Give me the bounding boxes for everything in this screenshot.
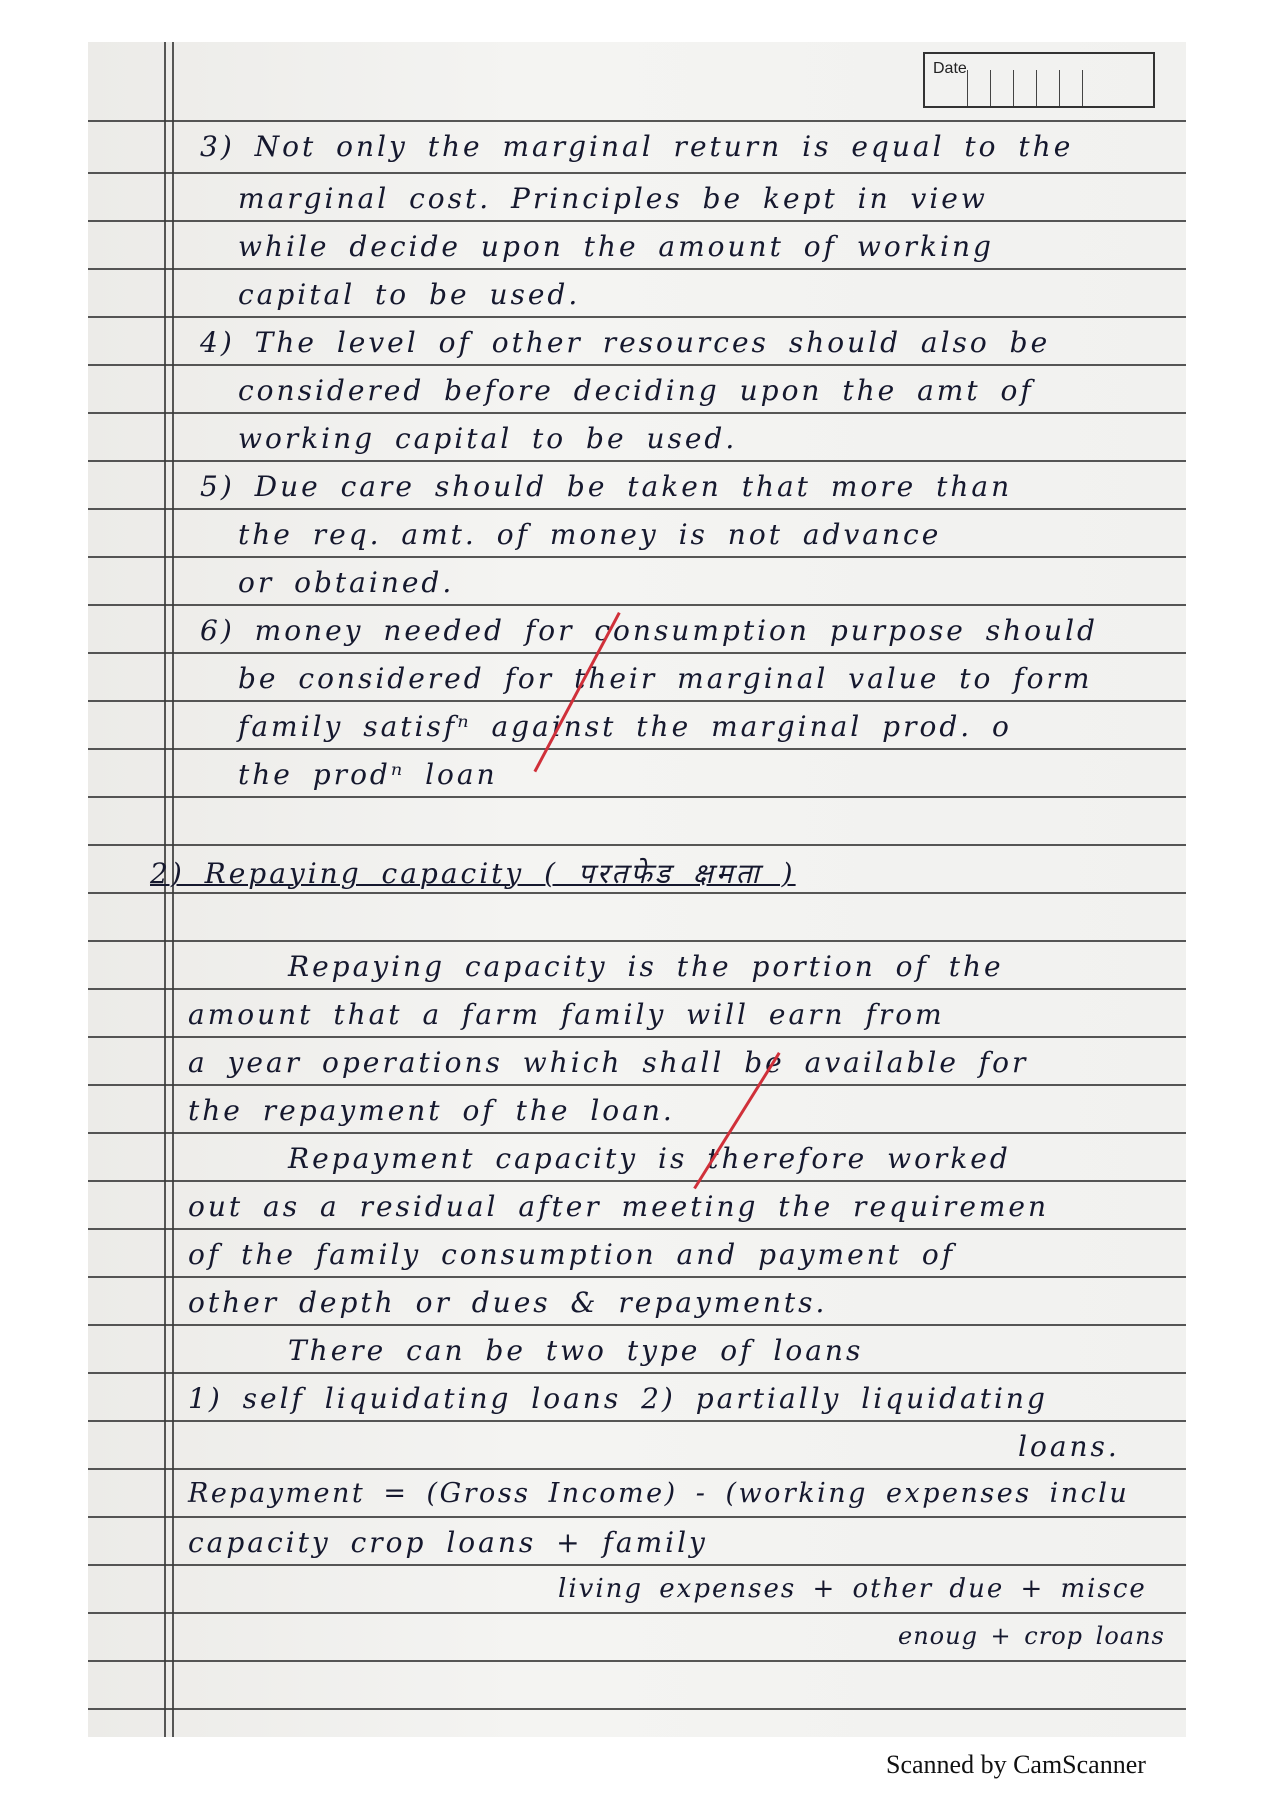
ruled-line — [88, 120, 1186, 122]
date-label: Date — [933, 60, 967, 77]
formula-line: enoug + crop loans — [898, 1622, 1165, 1650]
formula-line: capacity crop loans + family — [188, 1526, 708, 1559]
note-line: 1) self liquidating loans 2) partially liquidating — [188, 1382, 1048, 1415]
note-line: There can be two type of loans — [288, 1334, 864, 1367]
note-line: marginal cost. Principles be kept in view — [238, 182, 988, 215]
note-line: other depth or dues & repayments. — [188, 1286, 828, 1319]
notebook-page — [88, 42, 1186, 1737]
note-line: 4) The level of other resources should also be — [200, 326, 1051, 359]
note-line: amount that a farm family will earn from — [188, 998, 945, 1031]
note-line: while decide upon the amount of working — [238, 230, 994, 263]
formula-line: living expenses + other due + misce — [558, 1574, 1147, 1604]
note-line: capital to be used. — [238, 278, 581, 311]
scanner-watermark: Scanned by CamScanner — [886, 1750, 1146, 1779]
note-line: considered before deciding upon the amt of — [238, 374, 1034, 407]
note-line: working capital to be used. — [238, 422, 738, 455]
formula-line: Repayment = (Gross Income) - (working expenses inclu — [188, 1478, 1130, 1509]
note-line: a year operations which shall be available for — [188, 1046, 1029, 1079]
note-line: Repayment capacity is therefore worked — [288, 1142, 1011, 1175]
note-line: 5) Due care should be taken that more than — [200, 470, 1013, 503]
date-box — [923, 52, 1155, 108]
note-line: family satisfⁿ against the marginal prod. o — [238, 710, 1012, 743]
note-line: loans. — [1018, 1430, 1120, 1463]
note-line: the repayment of the loan. — [188, 1094, 675, 1127]
note-line: or obtained. — [238, 566, 455, 599]
note-line: the req. amt. of money is not advance — [238, 518, 942, 551]
note-line: 3) Not only the marginal return is equal to the — [200, 130, 1074, 163]
note-line: be considered for their marginal value to form — [238, 662, 1093, 695]
note-line: out as a residual after meeting the requiremen — [188, 1190, 1050, 1223]
note-line: of the family consumption and payment of — [188, 1238, 956, 1271]
note-line: the prodⁿ loan — [238, 758, 498, 791]
note-line: 6) money needed for consumption purpose should — [200, 614, 1098, 647]
note-line: Repaying capacity is the portion of the — [288, 950, 1004, 983]
section-heading: 2) Repaying capacity ( परतफेड क्षमता ) — [150, 857, 796, 890]
